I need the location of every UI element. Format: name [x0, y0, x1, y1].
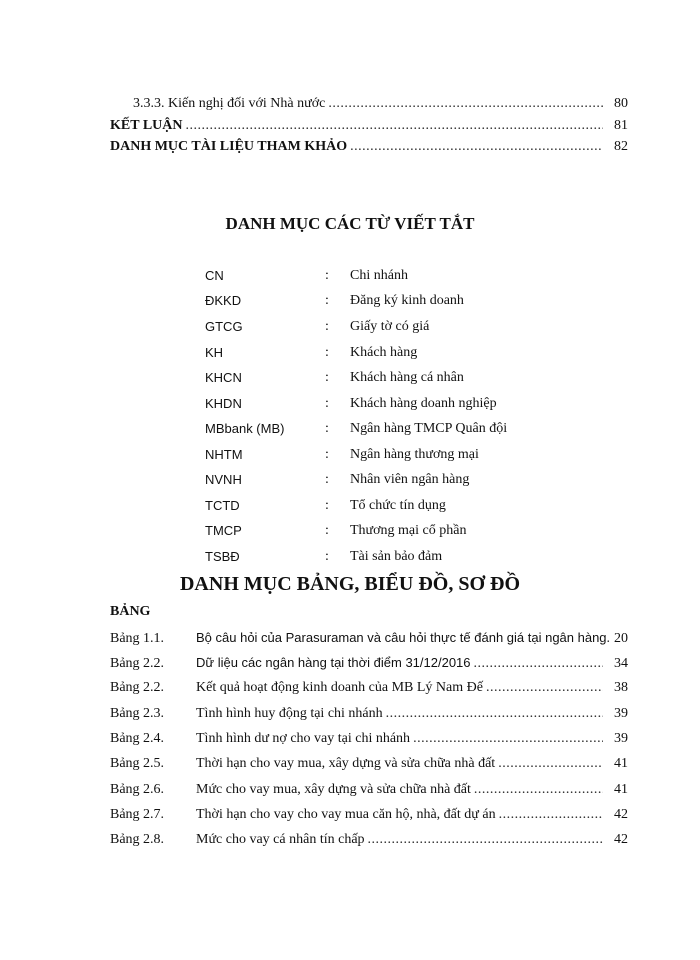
abbr-desc: Đăng ký kinh doanh [350, 293, 464, 308]
table-title: Mức cho vay mua, xây dựng và sửa chữa nhà đất [196, 782, 471, 797]
abbr-code: KHCN [205, 370, 242, 385]
table-page: 42 [614, 807, 628, 822]
table-list-item[interactable] [110, 782, 628, 798]
abbreviations-heading: DANH MỤC CÁC TỪ VIẾT TẮT [225, 214, 475, 233]
table-list-item[interactable] [110, 680, 628, 696]
table-list-item[interactable] [110, 630, 628, 647]
table-title: Tình hình dư nợ cho vay tại chi nhánh [196, 731, 411, 746]
abbr-desc: Chi nhánh [350, 268, 408, 283]
abbr-desc: Ngân hàng TMCP Quân đội [350, 421, 508, 436]
abbr-colon: : [325, 293, 329, 308]
table-title: Tình hình huy động tại chi nhánh [196, 706, 383, 721]
leader-dots [328, 96, 603, 112]
leader-dots [413, 731, 603, 747]
abbr-colon: : [325, 268, 329, 283]
table-page: 39 [614, 706, 628, 721]
table-title: Dữ liệu các ngân hàng tại thời điểm 31/12/2016 [196, 655, 471, 670]
abbr-code: TSBĐ [205, 549, 240, 564]
tables-subheading: BẢNG [110, 604, 151, 619]
toc-page: 81 [614, 118, 628, 133]
table-list-item[interactable] [110, 832, 628, 848]
toc-page: 80 [614, 96, 628, 111]
abbr-desc: Nhân viên ngân hàng [350, 472, 470, 487]
table-page: 39 [614, 731, 628, 746]
abbr-colon: : [325, 319, 329, 334]
toc-text: 3.3.3. Kiến nghị đối với Nhà nước [133, 96, 326, 111]
table-list-item[interactable] [110, 706, 628, 722]
table-label: Bảng 2.2. [110, 680, 165, 695]
abbr-code: NHTM [205, 447, 243, 462]
abbr-code: TMCP [205, 523, 242, 538]
abbr-colon: : [325, 498, 329, 513]
abbr-colon: : [325, 472, 329, 487]
table-label: Bảng 2.6. [110, 782, 165, 797]
table-page: 41 [614, 782, 628, 797]
table-list-item[interactable] [110, 655, 628, 672]
abbr-colon: : [325, 447, 329, 462]
table-list-item[interactable] [110, 756, 628, 772]
table-label: Bảng 2.8. [110, 832, 165, 847]
table-page: 20 [614, 631, 628, 646]
table-label: Bảng 2.5. [110, 756, 165, 771]
table-label: Bảng 2.2. [110, 656, 165, 671]
abbr-colon: : [325, 549, 329, 564]
table-title: Mức cho vay cá nhân tín chấp [196, 832, 365, 847]
abbr-desc: Thương mại cổ phần [350, 523, 467, 538]
abbr-colon: : [325, 421, 329, 436]
abbr-code: TCTD [205, 498, 240, 513]
toc-page: 82 [614, 139, 628, 154]
table-list-item[interactable] [110, 731, 628, 747]
table-title: Thời hạn cho vay cho vay mua căn hộ, nhà, đất dự án [196, 807, 496, 822]
toc-line-ket-luan[interactable] [110, 118, 628, 134]
table-page: 42 [614, 832, 628, 847]
leader-dots [486, 680, 603, 696]
abbr-code: ĐKKD [205, 293, 242, 308]
table-page: 34 [614, 656, 628, 671]
leader-dots [498, 756, 603, 772]
toc-text: KẾT LUẬN [110, 118, 183, 133]
leader-dots [386, 706, 603, 722]
abbr-desc: Khách hàng doanh nghiệp [350, 396, 497, 411]
abbr-desc: Tài sản bảo đảm [350, 549, 443, 564]
leader-dots [474, 656, 603, 672]
table-page: 41 [614, 756, 628, 771]
abbr-desc: Tổ chức tín dụng [350, 498, 446, 513]
table-label: Bảng 2.3. [110, 706, 165, 721]
leader-dots [499, 807, 603, 823]
abbr-code: MBbank (MB) [205, 421, 285, 436]
abbr-code: KH [205, 345, 224, 360]
abbr-code: KHDN [205, 396, 242, 411]
abbr-desc: Ngân hàng thương mại [350, 447, 479, 462]
leader-dots [474, 782, 603, 798]
table-title: Bộ câu hỏi của Parasuraman và câu hỏi thực tế đánh giá tại ngân hàng [196, 630, 607, 645]
abbr-code: CN [205, 268, 224, 283]
table-label: Bảng 2.4. [110, 731, 165, 746]
abbr-desc: Khách hàng [350, 345, 418, 360]
abbr-code: NVNH [205, 472, 242, 487]
abbr-colon: : [325, 396, 329, 411]
table-label: Bảng 1.1. [110, 631, 165, 646]
table-label: Bảng 2.7. [110, 807, 165, 822]
toc-text: DANH MỤC TÀI LIỆU THAM KHẢO [110, 139, 348, 154]
abbr-code: GTCG [205, 319, 243, 334]
abbr-desc: Khách hàng cá nhân [350, 370, 464, 385]
toc-line-tai-lieu[interactable] [110, 139, 628, 155]
table-title: Kết quả hoạt động kinh doanh của MB Lý Nam Đế [196, 680, 483, 695]
tables-heading: DANH MỤC BẢNG, BIỂU ĐỒ, SƠ ĐỒ [179, 573, 521, 595]
abbr-colon: : [325, 370, 329, 385]
abbr-colon: : [325, 523, 329, 538]
leader-dots [185, 118, 603, 134]
leader-dots [350, 139, 603, 155]
table-page: 38 [614, 680, 628, 695]
toc-line-3-3-3[interactable] [133, 96, 628, 112]
abbr-colon: : [325, 345, 329, 360]
abbr-desc: Giấy tờ có giá [350, 319, 430, 334]
table-list-item[interactable] [110, 807, 628, 823]
table-title: Thời hạn cho vay mua, xây dựng và sửa chữa nhà đất [196, 756, 496, 771]
leader-dots [368, 832, 603, 848]
